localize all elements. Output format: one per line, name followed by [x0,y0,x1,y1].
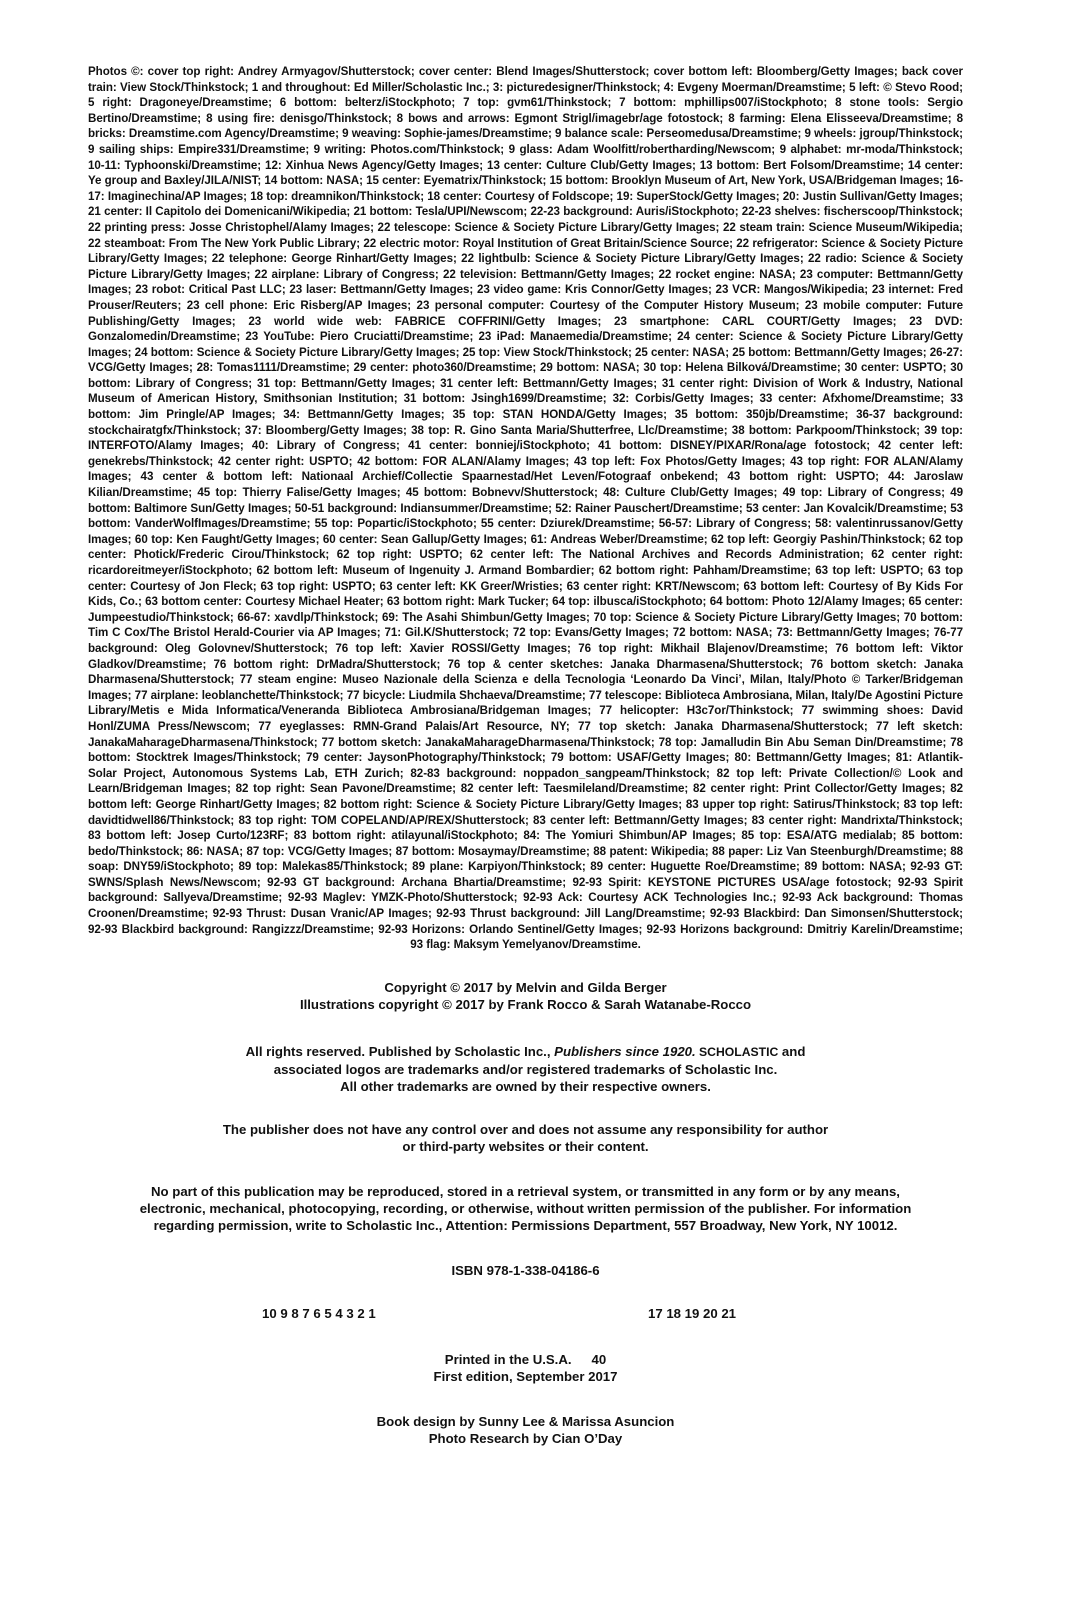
printing-info [88,1351,963,1385]
rights-notice [88,1043,963,1095]
year-number-line: 17 18 19 20 21 [648,1305,736,1321]
rights-line-3: All other trademarks are owned by their respective owners. [340,1078,711,1094]
copyright-notice [88,979,963,1013]
illustrations-copyright-line: Illustrations copyright © 2017 by Frank Rocco & Sarah Watanabe-Rocco [299,996,752,1012]
rights-line-2: associated logos are trademarks and/or registered trademarks of Scholastic Inc. [273,1061,778,1077]
photo-credits: Photos ©: cover top right: Andrey Armyagov/Shutterstock; cover center: Blend Images/Shutterstock; cover bottom left: Bloomberg/Getty Images; back cover train: View Stock/Thinkstock; 1 and throughout: Ed Miller/Scholastic Inc.; 3: picturedesigner/Thinkstock; 4: Evgeny Moerman/Dreamstime; 5 left: © Stevo Rood; 5 right: Dragoneye/Dreamstime; 6 bottom: belterz/iStockphoto; 7 top: gvm61/Thinkstock; 7 bottom: mphillips007/iStockphoto; 8 stone tools: Sergio Bertino/Dreamstime; 8 using fire: denisgo/Thinkstock; 8 bows and arrows: Egmont Strigl/imagebr/age fotostock; 8 farming: Elena Elisseeva/Dreamstime; 8 bricks: Dreamstime.com Agency/Dreamstime; 9 weaving: Sophie-james/Dreamstime; 9 balance scale: Perseomedusa/Dreamstime; 9 wheels: jgroup/Thinkstock; 9 sailing ships: Empire331/Dreamstime; 9 writing: Photos.com/Thinkstock; 9 glass: Adam Woolfitt/robertharding/Newscom; 9 alphabet: mr-moda/Thinkstock; 10-11: Typhoonski/Dreamstime; 12: Xinhua News Agency/Getty Images; 13 center: Culture Club/Getty Images; 13 bottom: Bert Folsom/Dreamstime; 14 center: Ye group and Baxley/JILA/NIST; 14 bottom: NASA; 15 center: Eyematrix/Thinkstock; 15 bottom: Brooklyn Museum of Art, New York, USA/Bridgeman Images; 16-17: Imaginechina/AP Images; 18 top: dreamnikon/Thinkstock; 18 center: Courtesy of Foldscope; 19: SuperStock/Getty Images; 20: Justin Sullivan/Getty Images; 21 center: Il Capitolo dei Domenicani/Wikipedia; 21 bottom: Tesla/UPI/Newscom; 22-23 background: Auris/iStockphoto; 22-23 shelves: fischerscoop/Thinkstock; 22 printing press: Josse Christophel/Alamy Images; 22 telescope: Science & Society Picture Library/Getty Images; 22 steam train: Science Museum/Wikipedia; 22 steamboat: From The New York Public Library; 22 electric motor: Royal Institution of Great Britain/Science Source; 22 refrigerator: Science & Society Picture Library/Getty Images; 22 telephone: George Rinhart/Getty Images; 22 lightbulb: Science & Society Picture Library/Getty Images; 22 radio: Science & Society Picture Library/Getty Images; 22 airplane: Library of Congress; 22 television: Bettmann/Getty Images; 22 rocket engine: NASA; 23 computer: Bettmann/Getty Images; 23 robot: Critical Past LLC; 23 laser: Bettmann/Getty Images; 23 video game: Kris Connor/Getty Images; 23 VCR: Mangos/Wikipedia; 23 internet: Fred Prouser/Reuters; 23 cell phone: Eric Risberg/AP Images; 23 personal computer: Courtesy of the Computer History Museum; 23 mobile computer: Future Publishing/Getty Images; 23 world wide web: FABRICE COFFRINI/Getty Images; 23 smartphone: CARL COURT/Getty Images; 23 DVD: Gonzalomedin/Dreamstime; 23 YouTube: Piero Cruciatti/Dreamstime; 23 iPad: Manaemedia/Dreamstime; 24 center: Science & Society Picture Library/Getty Images; 24 bottom: Science & Society Picture Library/Getty Images; 25 top: View Stock/Thinkstock; 25 center: NASA; 25 bottom: Bettmann/Getty Images; 26-27: VCG/Getty Images; 28: Tomas1111/Dreamstime; 29 center: photo360/Dreamstime; 29 bottom: NASA; 30 top: Helena Bilková/Dreamstime; 30 center: USPTO; 30 bottom: Library of Congress; 31 top: Bettmann/Getty Images; 31 center left: Bettmann/Getty Images; 31 center right: Division of Work & Industry, National Museum of American History, Smithsonian Institution; 31 bottom: Jsingh1699/Dreamstime; 32: Corbis/Getty Images; 33 center: Afxhome/Dreamstime; 33 bottom: Jim Pringle/AP Images; 34: Bettmann/Getty Images; 35 top: STAN HONDA/Getty Images; 35 bottom: 350jb/Dreamstime; 36-37 background: stockchairatgfx/Thinkstock; 37: Bloomberg/Getty Images; 38 top: R. Gino Santa Maria/Shutterfree, Llc/Dreamstime; 38 bottom: Parkpoom/Thinkstock; 39 top: INTERFOTO/Alamy Images; 40: Library of Congress; 41 center: bonniej/iStockphoto; 41 bottom: DISNEY/PIXAR/Rona/age fotostock; 42 center left: genekrebs/Thinkstock; 42 center right: USPTO; 42 bottom: FOR ALAN/Alamy Images; 43 top left: Fox Photos/Getty Images; 43 top right: FOR ALAN/Alamy Images; 43 center & bottom left: Nationaal Archief/Collectie Spaarnestad/Het Leven/Fotograaf onbekend; 43 bottom right: USPTO; 44: Jaroslaw Kilian/Dreamstime; 45 top: Thierry Falise/Getty Images; 45 bottom: Bobnevv/Shutterstock; 48: Culture Club/Getty Images; 49 top: Library of Congress; 49 bottom: Baltimore Sun/Getty Images; 50-51 background: Indiansummer/Dreamstime; 52: Rainer Pauschert/Dreamstime; 53 center: Jan Kovalcik/Dreamstime; 53 bottom: VanderWolfImages/Dreamstime; 55 top: Popartic/iStockphoto; 55 center: Dziurek/Dreamstime; 56-57: Library of Congress; 58: valentinrussanov/Getty Images; 60 top: Ken Faught/Getty Images; 60 center: Sean Gallup/Getty Images; 61: Andreas Weber/Dreamstime; 62 top left: Georgiy Pashin/Thinkstock; 62 top center: Photick/Frederic Cirou/Thinkstock; 62 top right: USPTO; 62 center left: The National Archives and Records Administration; 62 center right: ricardoreitmeyer/iStockphoto; 62 bottom left: Museum of Ingenuity J. Armand Bombardier; 62 bottom right: Pahham/Dreamstime; 63 top left: USPTO; 63 top center: Courtesy of Jon Fleck; 63 top right: USPTO; 63 center left: KK Greer/Wristies; 63 center right: KRT/Newscom; 63 bottom left: Courtesy of By Kids For Kids, Co.; 63 bottom center: Courtesy Michael Heater; 63 bottom right: Mark Tucker; 64 top: ilbusca/iStockphoto; 64 bottom: Photo 12/Alamy Images; 65 center: Jumpeestudio/Thinkstock; 66-67: xavdlp/Thinkstock; 69: The Asahi Shimbun/Getty Images; 70 top: Science & Society Picture Library/Getty Images; 70 bottom: Tim C Cox/The Bristol Herald-Courier via AP Images; 71: Gil.K/Shutterstock; 72 top: Evans/Getty Images; 72 bottom: NASA; 73: Bettmann/Getty Images; 76-77 background: Oleg Golovnev/Shutterstock; 76 top left: Xavier ROSSI/Getty Images; 76 top right: Mikhail Blajenov/Dreamstime; 76 bottom left: Viktor Gladkov/Dreamstime; 76 bottom right: DrMadra/Shutterstock; 76 top & center sketches: Janaka Dharmasena/Shutterstock; 76 bottom sketch: Janaka Dharmasena/Shutterstock; 77 steam engine: Museo Nazionale della Scienza e della Tecnologia ‘Leonardo Da Vinci’, Milan, Italy/Photo © Tarker/Bridgeman Images; 77 airplane: leoblanchette/Thinkstock; 77 bicycle: Liudmila Shchaeva/Dreamstime; 77 telescope: Biblioteca Ambrosiana, Milan, Italy/De Agostini Picture Library/Metis e Mida Informatica/Veneranda Biblioteca Ambrosiana/Bridgeman Images; 77 helicopter: H3c7or/Thinkstock; 77 swimming shoes: David Honl/ZUMA Press/Newscom; 77 eyeglasses: RMN-Grand Palais/Art Resource, NY; 77 top sketch: Janaka Dharmasena/Shutterstock; 77 left sketch: JanakaMaharageDharmasena/Thinkstock; 77 bottom sketch: JanakaMaharageDharmasena/Thinkstock; 78 top: Jamalludin Bin Abu Seman Din/Dreamstime; 78 bottom: Stocktrek Images/Thinkstock; 79 center: JaysonPhotography/Thinkstock; 79 bottom: USAF/Getty Images; 80: Bettmann/Getty Images; 81: Atlantik-Solar Project, Autonomous Systems Lab, ETH Zurich; 82-83 background: noppadon_sangpeam/Thinkstock; 82 top left: Private Collection/© Look and Learn/Bridgeman Images; 82 top right: Sean Pavone/Dreamstime; 82 center left: Taesmileland/Dreamstime; 82 center right: Print Collector/Getty Images; 82 bottom left: George Rinhart/Getty Images; 82 bottom right: Science & Society Picture Library/Getty Images; 83 upper top right: Satirus/Thinkstock; 83 top left: davidtidwell86/Thinkstock; 83 top right: TOM COPELAND/AP/REX/Shutterstock; 83 center left: Bettmann/Getty Images; 83 center right: Mandrixta/Thinkstock; 83 bottom left: Josep Curto/123RF; 83 bottom right: atilayunal/iStockphoto; 84: The Yomiuri Shimbun/AP Images; 85 top: ESA/ATG medialab; 85 bottom: bedo/Thinkstock; 86: NASA; 87 top: VCG/Getty Images; 87 bottom: Mosaymay/Dreamstime; 88 patent: Wikipedia; 88 paper: Liz Van Steenburgh/Dreamstime; 88 soap: DNY59/iStockphoto; 89 top: Malekas85/Thinkstock; 89 plane: Karpiyon/Thinkstock; 89 center: Huguette Roe/Dreamstime; 89 bottom: NASA; 92-93 GT: SWNS/Splash News/Newscom; 92-93 GT background: Archana Bhartia/Dreamstime; 92-93 Spirit: KEYSTONE PICTURES USA/age fotostock; 92-93 Spirit background: Sallyeva/Dreamstime; 92-93 Maglev: YMZK-Photo/Shutterstock; 92-93 Ack: Courtesy ACK Technologies Inc.; 92-93 Ack background: Thomas Croonen/Dreamstime; 92-93 Thrust: Dusan Vranic/AP Images; 92-93 Thrust background: Jill Lang/Dreamstime; 92-93 Blackbird: Dan Simonsen/Shutterstock; 92-93 Blackbird background: Rangizzz/Dreamstime; 92-93 Horizons: Orlando Sentinel/Getty Images; 92-93 Horizons background: Dmitriy Karelin/Dreamstime; 93 flag: Maksym Yemelyanov/Dreamstime. [88,65,963,952]
rights-text: All rights reserved. Published by Scholastic Inc., [245,1043,555,1059]
design-credits [88,1413,963,1447]
isbn: ISBN 978-1-338-04186-6 [451,1262,600,1278]
reproduction-line-1: No part of this publication may be reproduced, stored in a retrieval system, or transmitted in any form or by any means, [151,1183,900,1199]
print-line [88,1305,963,1323]
reproduction-line-3: regarding permission, write to Scholastic Inc., Attention: Permissions Department, 557 Broadway, New York, NY 10012. [153,1217,898,1233]
printed-country: Printed in the U.S.A. [444,1351,572,1367]
rights-line-1 [88,1043,963,1061]
rights-text-end: and [778,1043,806,1059]
copyright-line: Copyright © 2017 by Melvin and Gilda Berger [384,979,667,995]
disclaimer-line-2: or third-party websites or their content. [402,1138,649,1154]
publisher-disclaimer [88,1121,963,1155]
photo-research-line: Photo Research by Cian O’Day [428,1430,623,1446]
printer-code: 40 [591,1351,607,1367]
publishers-since-text: Publishers since 1920. [554,1043,696,1059]
reproduction-notice [88,1183,963,1234]
book-design-line: Book design by Sunny Lee & Marissa Asuncion [376,1413,675,1429]
edition-line: First edition, September 2017 [433,1368,618,1384]
printed-in-line [88,1351,963,1368]
reproduction-line-2: electronic, mechanical, photocopying, recording, or otherwise, without written permission of the publisher. For information [139,1200,912,1216]
disclaimer-line-1: The publisher does not have any control over and does not assume any responsibility for author [222,1121,829,1137]
printing-number-line: 10 9 8 7 6 5 4 3 2 1 [262,1305,376,1321]
scholastic-trademark: SCHOLASTIC [695,1044,779,1059]
